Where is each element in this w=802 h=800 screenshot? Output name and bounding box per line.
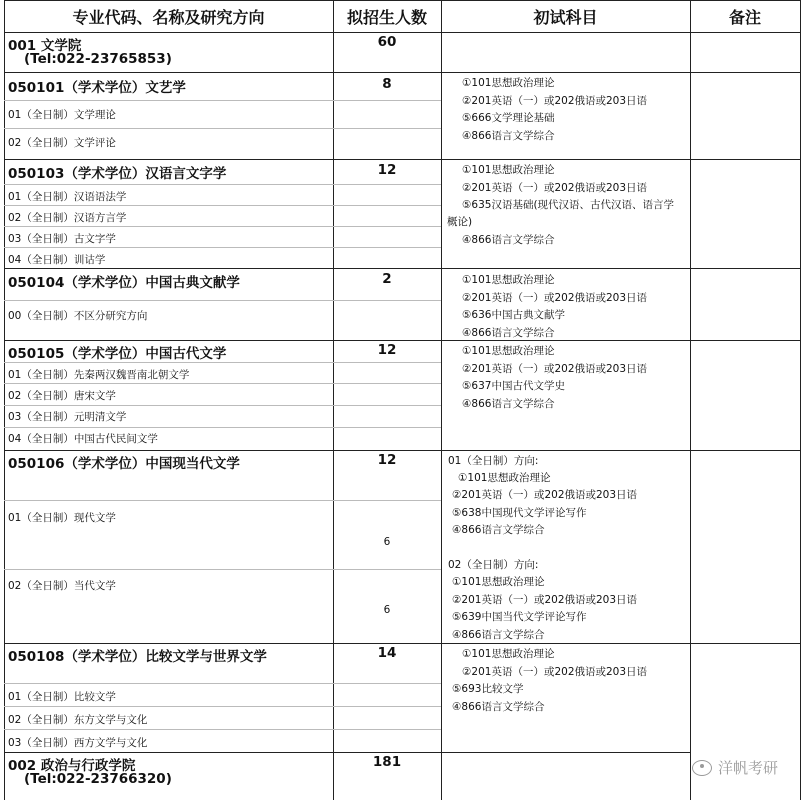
row-divider bbox=[4, 405, 441, 406]
direction: 01（全日制）比较文学 bbox=[8, 691, 116, 703]
exam-item: ④866语言文学综合 bbox=[462, 326, 555, 339]
direction: 04（全日制）中国古代民间文学 bbox=[8, 433, 158, 445]
major-name: 050105（学术学位）中国古代文学 bbox=[8, 346, 227, 362]
exam-item: ⑤635汉语基础(现代汉语、古代汉语、语言学 bbox=[462, 199, 675, 211]
major-name: 050101（学术学位）文艺学 bbox=[8, 80, 186, 96]
major-name: 050104（学术学位）中国古典文献学 bbox=[8, 275, 240, 291]
exam-subjects bbox=[462, 646, 647, 681]
exam-item: ①101思想政治理论 bbox=[462, 77, 555, 89]
grid-line bbox=[4, 32, 801, 33]
row-divider bbox=[4, 300, 441, 301]
major-name: 050103（学术学位）汉语言文字学 bbox=[8, 166, 227, 182]
row-divider bbox=[4, 184, 441, 185]
exam-item: ①101思想政治理论 bbox=[462, 345, 555, 357]
exam-subjects bbox=[462, 162, 674, 215]
exam-item: ①101思想政治理论 bbox=[462, 274, 555, 286]
direction: 01（全日制）现代文学 bbox=[8, 512, 116, 524]
grid-line bbox=[4, 340, 801, 341]
watermark-text: 洋帆考研 bbox=[717, 759, 778, 777]
grid-line bbox=[441, 752, 690, 753]
direction: 03（全日制）古文字学 bbox=[8, 233, 116, 245]
exam-item: ①101思想政治理论 bbox=[452, 576, 545, 588]
exam-subjects bbox=[452, 487, 637, 540]
grid-line bbox=[333, 0, 334, 800]
header-remarks: 备注 bbox=[728, 7, 761, 27]
grid-line bbox=[4, 159, 801, 160]
direction: 01（全日制）汉语语法学 bbox=[8, 191, 127, 203]
college-tel: (Tel:022-23765853) bbox=[24, 51, 172, 67]
wechat-icon bbox=[692, 760, 712, 776]
exam-item: 概论) bbox=[447, 216, 473, 228]
header-count: 拟招生人数 bbox=[346, 7, 427, 27]
direction: 01（全日制）文学理论 bbox=[8, 109, 116, 121]
direction: 04（全日制）训诂学 bbox=[8, 254, 106, 266]
direction-count: 6 bbox=[383, 536, 391, 548]
row-divider bbox=[4, 569, 441, 570]
exam-direction-head: 02（全日制）方向: bbox=[448, 559, 539, 571]
direction: 03（全日制）西方文学与文化 bbox=[8, 737, 148, 749]
exam-item: ⑤636中国古典文献学 bbox=[462, 309, 565, 321]
exam-item: ①101思想政治理论 bbox=[462, 164, 555, 176]
college-name: 001 文学院 bbox=[8, 38, 82, 54]
row-divider bbox=[4, 706, 441, 707]
row-divider bbox=[4, 500, 441, 501]
row-divider bbox=[4, 128, 441, 129]
exam-item: ①101思想政治理论 bbox=[462, 648, 555, 660]
row-divider bbox=[4, 683, 441, 684]
exam-item: ②201英语（一）或202俄语或203日语 bbox=[462, 291, 648, 304]
exam-direction-head: 01（全日制）方向: bbox=[448, 455, 539, 467]
exam-subjects bbox=[462, 343, 647, 413]
grid-line bbox=[441, 0, 442, 800]
major-name: 050108（学术学位）比较文学与世界文学 bbox=[8, 649, 267, 665]
direction: 02（全日制）当代文学 bbox=[8, 580, 116, 592]
grid-line bbox=[690, 0, 691, 800]
grid-line bbox=[4, 268, 801, 269]
direction: 01（全日制）先秦两汉魏晋南北朝文学 bbox=[8, 369, 190, 381]
exam-item: ②201英语（一）或202俄语或203日语 bbox=[462, 181, 648, 194]
row-divider bbox=[4, 100, 441, 101]
college-count: 60 bbox=[377, 34, 397, 50]
exam-item: ①101思想政治理论 bbox=[458, 472, 551, 484]
major-name: 050106（学术学位）中国现当代文学 bbox=[8, 456, 240, 472]
major-count: 14 bbox=[377, 645, 397, 661]
major-count: 12 bbox=[377, 452, 397, 468]
exam-item: ④866语言文学综合 bbox=[452, 700, 545, 713]
major-count: 12 bbox=[377, 342, 397, 358]
direction: 00（全日制）不区分研究方向 bbox=[8, 310, 148, 322]
exam-subjects bbox=[462, 75, 647, 145]
grid-line bbox=[800, 0, 801, 800]
grid-line bbox=[4, 450, 801, 451]
exam-item: ④866语言文学综合 bbox=[462, 234, 555, 246]
direction: 02（全日制）文学评论 bbox=[8, 137, 116, 149]
exam-item: ②201英语（一）或202俄语或203日语 bbox=[452, 489, 638, 501]
watermark bbox=[692, 757, 778, 778]
grid-line bbox=[4, 72, 801, 73]
row-divider bbox=[4, 205, 441, 206]
row-divider bbox=[4, 383, 441, 384]
row-divider bbox=[4, 362, 441, 363]
exam-item: ②201英语（一）或202俄语或203日语 bbox=[462, 362, 648, 375]
exam-item: ④866语言文学综合 bbox=[452, 524, 545, 536]
major-count: 8 bbox=[382, 76, 392, 92]
row-divider bbox=[4, 729, 441, 730]
grid-line bbox=[4, 752, 441, 753]
row-divider bbox=[4, 427, 441, 428]
college-name: 002 政治与行政学院 bbox=[8, 758, 136, 774]
exam-subjects bbox=[462, 272, 647, 342]
direction: 02（全日制）唐宋文学 bbox=[8, 390, 116, 402]
major-count: 12 bbox=[377, 162, 397, 178]
header-exam: 初试科目 bbox=[533, 7, 598, 27]
exam-item: ④866语言文学综合 bbox=[462, 129, 555, 142]
direction-count: 6 bbox=[383, 604, 391, 616]
exam-item: ②201英语（一）或202俄语或203日语 bbox=[462, 94, 648, 107]
row-divider bbox=[4, 247, 441, 248]
exam-item: ④866语言文学综合 bbox=[452, 628, 545, 641]
direction: 03（全日制）元明清文学 bbox=[8, 411, 127, 423]
direction: 02（全日制）汉语方言学 bbox=[8, 212, 127, 224]
college-tel: (Tel:022-23766320) bbox=[24, 771, 172, 787]
grid-line bbox=[4, 0, 5, 800]
exam-item: ⑤639中国当代文学评论写作 bbox=[452, 611, 587, 623]
row-divider bbox=[4, 226, 441, 227]
exam-item: ②201英语（一）或202俄语或203日语 bbox=[452, 593, 638, 606]
exam-item: ⑤638中国现代文学评论写作 bbox=[452, 506, 587, 519]
direction: 02（全日制）东方文学与文化 bbox=[8, 714, 148, 726]
exam-subjects bbox=[452, 681, 544, 716]
header-major: 专业代码、名称及研究方向 bbox=[72, 7, 265, 27]
exam-item: ④866语言文学综合 bbox=[462, 397, 555, 410]
exam-item: ⑤637中国古代文学史 bbox=[462, 380, 565, 392]
college-count: 181 bbox=[372, 754, 402, 770]
grid-line bbox=[4, 643, 801, 644]
exam-item: ②201英语（一）或202俄语或203日语 bbox=[462, 665, 648, 678]
exam-item: ⑤693比较文学 bbox=[452, 683, 524, 695]
exam-item: ⑤666文学理论基础 bbox=[462, 112, 555, 124]
major-count: 2 bbox=[382, 271, 392, 287]
exam-subjects bbox=[452, 574, 637, 644]
